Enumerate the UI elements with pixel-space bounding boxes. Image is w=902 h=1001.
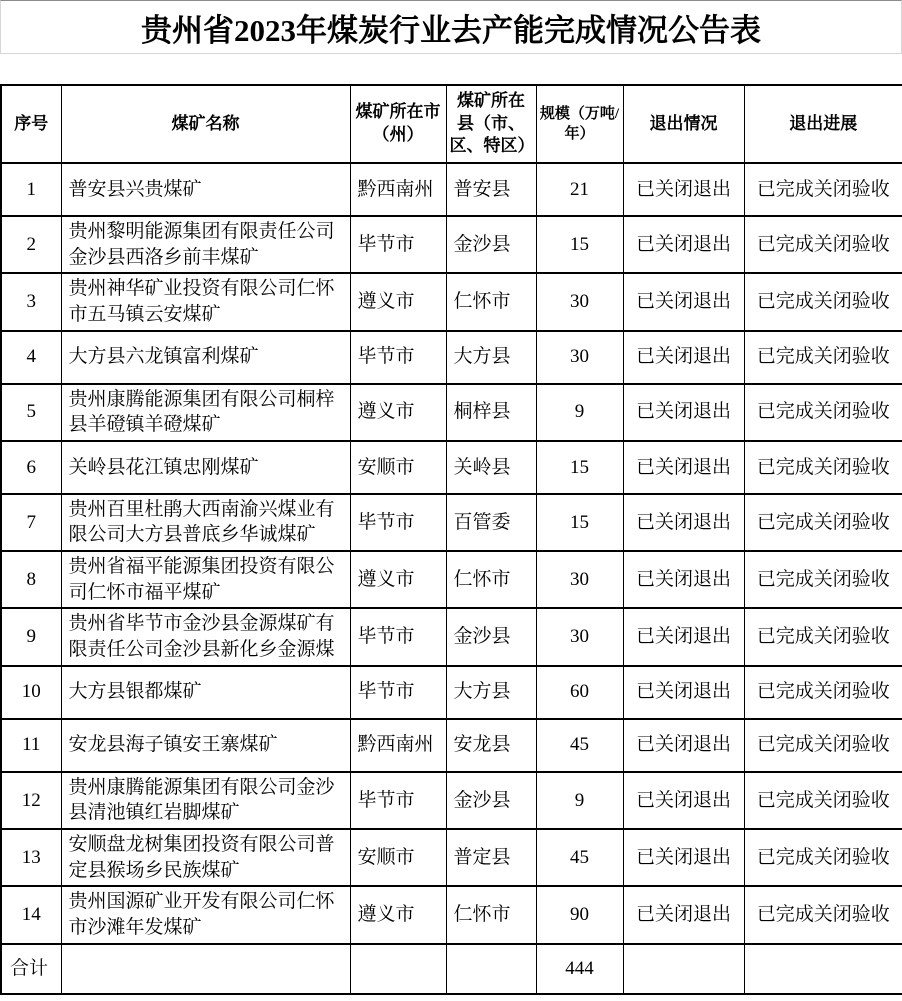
cell-mine-name: 安龙县海子镇安王寨煤矿 [61, 719, 350, 772]
cell-seq: 11 [1, 719, 61, 772]
cell-mine-name: 大方县六龙镇富利煤矿 [61, 331, 350, 384]
cell-scale: 30 [536, 273, 623, 330]
table-row [1, 829, 902, 886]
cell-city: 黔西南州 [350, 719, 446, 772]
cell-city: 毕节市 [350, 772, 446, 829]
table-row [1, 666, 902, 719]
cell-county: 百管委 [446, 494, 536, 551]
table-row [1, 551, 902, 608]
cell-mine-name: 贵州省福平能源集团投资有限公司仁怀市福平煤矿 [61, 551, 350, 608]
cell-exit-progress: 已完成关闭验收 [744, 216, 902, 273]
cell-scale: 45 [536, 829, 623, 886]
cell-exit-status: 已关闭退出 [623, 608, 744, 665]
cell-scale: 45 [536, 719, 623, 772]
cell-seq: 10 [1, 666, 61, 719]
title-table-gap [0, 54, 902, 84]
cell-city: 遵义市 [350, 384, 446, 441]
cell-mine-name: 安顺盘龙树集团投资有限公司普定县猴场乡民族煤矿 [61, 829, 350, 886]
cell-exit-progress: 已完成关闭验收 [744, 273, 902, 330]
cell-exit-status: 已关闭退出 [623, 494, 744, 551]
cell-exit-progress: 已完成关闭验收 [744, 666, 902, 719]
cell-county: 仁怀市 [446, 886, 536, 943]
total-exit-progress-cell [744, 944, 902, 994]
cell-exit-status: 已关闭退出 [623, 551, 744, 608]
cell-city: 毕节市 [350, 216, 446, 273]
table-row [1, 331, 902, 384]
table-row [1, 216, 902, 273]
cell-city: 毕节市 [350, 666, 446, 719]
table-row [1, 772, 902, 829]
col-header-mine-name: 煤矿名称 [61, 85, 350, 163]
table-row [1, 494, 902, 551]
cell-exit-progress: 已完成关闭验收 [744, 441, 902, 494]
header-row [1, 85, 902, 163]
cell-seq: 7 [1, 494, 61, 551]
table-body [1, 163, 902, 944]
cell-exit-status: 已关闭退出 [623, 772, 744, 829]
total-city-cell [350, 944, 446, 994]
cell-scale: 90 [536, 886, 623, 943]
cell-county: 大方县 [446, 666, 536, 719]
total-name-cell [61, 944, 350, 994]
col-header-exit-status: 退出情况 [623, 85, 744, 163]
cell-seq: 4 [1, 331, 61, 384]
cell-scale: 15 [536, 441, 623, 494]
cell-county: 关岭县 [446, 441, 536, 494]
cell-county: 金沙县 [446, 772, 536, 829]
cell-county: 桐梓县 [446, 384, 536, 441]
total-exit-status-cell [623, 944, 744, 994]
cell-exit-status: 已关闭退出 [623, 886, 744, 943]
capacity-reduction-table [0, 84, 902, 995]
cell-county: 仁怀市 [446, 273, 536, 330]
cell-exit-status: 已关闭退出 [623, 273, 744, 330]
cell-exit-status: 已关闭退出 [623, 216, 744, 273]
cell-mine-name: 大方县银都煤矿 [61, 666, 350, 719]
cell-scale: 30 [536, 608, 623, 665]
cell-county: 金沙县 [446, 216, 536, 273]
cell-city: 安顺市 [350, 829, 446, 886]
cell-county: 安龙县 [446, 719, 536, 772]
cell-scale: 9 [536, 772, 623, 829]
page-title: 贵州省2023年煤炭行业去产能完成情况公告表 [141, 12, 761, 48]
table-row [1, 886, 902, 943]
cell-seq: 8 [1, 551, 61, 608]
cell-mine-name: 普安县兴贵煤矿 [61, 163, 350, 216]
table-row [1, 163, 902, 216]
cell-exit-progress: 已完成关闭验收 [744, 163, 902, 216]
cell-mine-name: 贵州康腾能源集团有限公司桐梓县羊磴镇羊磴煤矿 [61, 384, 350, 441]
cell-exit-status: 已关闭退出 [623, 441, 744, 494]
table-row [1, 719, 902, 772]
cell-seq: 5 [1, 384, 61, 441]
cell-county: 普定县 [446, 829, 536, 886]
cell-city: 毕节市 [350, 608, 446, 665]
cell-county: 金沙县 [446, 608, 536, 665]
cell-mine-name: 贵州省毕节市金沙县金源煤矿有限责任公司金沙县新化乡金源煤 [61, 608, 350, 665]
col-header-city: 煤矿所在市（州） [350, 85, 446, 163]
cell-exit-progress: 已完成关闭验收 [744, 608, 902, 665]
cell-seq: 3 [1, 273, 61, 330]
cell-seq: 13 [1, 829, 61, 886]
cell-seq: 14 [1, 886, 61, 943]
cell-exit-status: 已关闭退出 [623, 331, 744, 384]
total-scale-value: 444 [536, 944, 623, 994]
cell-mine-name: 贵州国源矿业开发有限公司仁怀市沙滩年发煤矿 [61, 886, 350, 943]
cell-seq: 2 [1, 216, 61, 273]
cell-exit-progress: 已完成关闭验收 [744, 719, 902, 772]
cell-scale: 60 [536, 666, 623, 719]
cell-exit-progress: 已完成关闭验收 [744, 494, 902, 551]
cell-mine-name: 贵州神华矿业投资有限公司仁怀市五马镇云安煤矿 [61, 273, 350, 330]
cell-mine-name: 关岭县花江镇忠刚煤矿 [61, 441, 350, 494]
cell-seq: 1 [1, 163, 61, 216]
title-box [0, 0, 902, 54]
cell-mine-name: 贵州康腾能源集团有限公司金沙县清池镇红岩脚煤矿 [61, 772, 350, 829]
cell-exit-status: 已关闭退出 [623, 666, 744, 719]
cell-scale: 9 [536, 384, 623, 441]
total-county-cell [446, 944, 536, 994]
cell-exit-status: 已关闭退出 [623, 384, 744, 441]
cell-mine-name: 贵州百里杜鹃大西南渝兴煤业有限公司大方县普底乡华诚煤矿 [61, 494, 350, 551]
col-header-exit-progress: 退出进展 [744, 85, 902, 163]
cell-scale: 30 [536, 331, 623, 384]
table-row [1, 273, 902, 330]
cell-scale: 30 [536, 551, 623, 608]
cell-exit-status: 已关闭退出 [623, 719, 744, 772]
col-header-seq: 序号 [1, 85, 61, 163]
cell-exit-status: 已关闭退出 [623, 829, 744, 886]
cell-seq: 9 [1, 608, 61, 665]
cell-mine-name: 贵州黎明能源集团有限责任公司金沙县西洛乡前丰煤矿 [61, 216, 350, 273]
table-row [1, 608, 902, 665]
total-row [1, 944, 902, 994]
cell-county: 普安县 [446, 163, 536, 216]
cell-exit-progress: 已完成关闭验收 [744, 551, 902, 608]
cell-city: 遵义市 [350, 886, 446, 943]
cell-exit-progress: 已完成关闭验收 [744, 772, 902, 829]
cell-seq: 12 [1, 772, 61, 829]
cell-city: 黔西南州 [350, 163, 446, 216]
cell-city: 遵义市 [350, 273, 446, 330]
table-row [1, 441, 902, 494]
col-header-county: 煤矿所在县（市、区、特区） [446, 85, 536, 163]
table-row [1, 384, 902, 441]
cell-city: 安顺市 [350, 441, 446, 494]
cell-exit-progress: 已完成关闭验收 [744, 384, 902, 441]
col-header-scale: 规模（万吨/年） [536, 85, 623, 163]
cell-scale: 21 [536, 163, 623, 216]
cell-seq: 6 [1, 441, 61, 494]
cell-city: 遵义市 [350, 551, 446, 608]
cell-scale: 15 [536, 494, 623, 551]
table-header [1, 85, 902, 163]
cell-exit-progress: 已完成关闭验收 [744, 886, 902, 943]
cell-city: 毕节市 [350, 331, 446, 384]
cell-exit-status: 已关闭退出 [623, 163, 744, 216]
cell-city: 毕节市 [350, 494, 446, 551]
table-footer [1, 944, 902, 994]
total-label: 合计 [1, 944, 61, 994]
cell-scale: 15 [536, 216, 623, 273]
cell-county: 仁怀市 [446, 551, 536, 608]
cell-exit-progress: 已完成关闭验收 [744, 331, 902, 384]
cell-county: 大方县 [446, 331, 536, 384]
cell-exit-progress: 已完成关闭验收 [744, 829, 902, 886]
